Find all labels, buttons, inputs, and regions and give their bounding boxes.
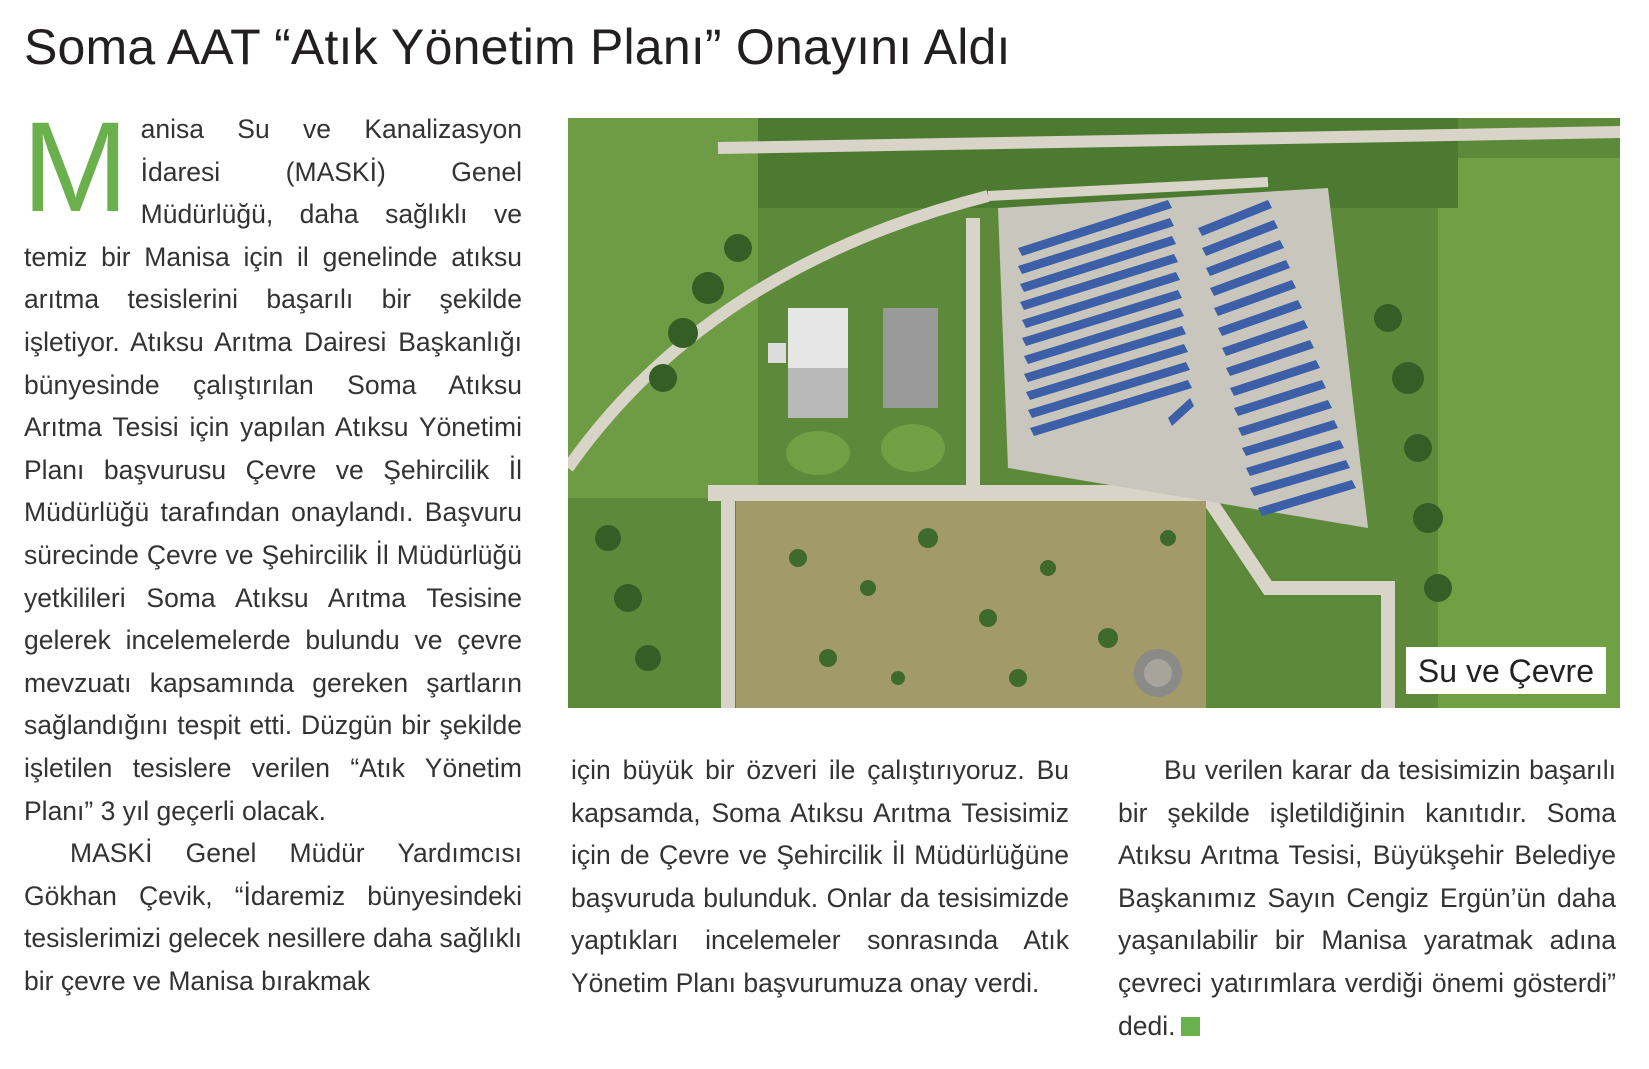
paragraph-1: [22, 96, 522, 832]
article-column-2: [571, 749, 1069, 1005]
photo-caption: Su ve Çevre: [1406, 647, 1606, 694]
article-column-3: [1118, 749, 1616, 1047]
article-column-1: [22, 96, 522, 1002]
paragraph-2: MASKİ Genel Müdür Yardımcısı Gökhan Çevik, “İdaremiz bünyesindeki tesislerimizi gelecek nesillere daha sağlıklı bir çevre ve Manisa bırakmak: [24, 838, 522, 996]
headline: Soma AAT “Atık Yönetim Planı” Onayını Aldı: [24, 19, 1011, 75]
drop-cap: M: [22, 96, 129, 239]
aerial-photo: [568, 118, 1620, 708]
aerial-photo-illustration: [568, 118, 1620, 708]
end-of-article-icon: [1181, 1017, 1200, 1036]
paragraph-3: için büyük bir özveri ile çalıştırıyoruz. Bu kapsamda, Soma Atıksu Arıtma Tesisimiz için de Çevre ve Şehircilik İl Müdürlüğüne başvuruda bulunduk. Onlar da tesisimizde yaptıkları incelemeler sonrasında Atık Yönetim Planı başvurumuza onay verdi.: [571, 755, 1069, 998]
paragraph-4: [1118, 749, 1616, 1047]
paragraph-1-text: anisa Su ve Kanalizasyon İdaresi (MASKİ) Genel Müdürlüğü, daha sağlıklı ve temiz bir Manisa için il genelinde atıksu arıtma tesislerini başarılı bir şekilde işletiyor. Atıksu Arıtma Dairesi Başkanlığı bünyesinde çalıştırılan Soma Atıksu Arıtma Tesisi için yapılan Atıksu Yönetimi Planı başvurusu Çevre ve Şehircilik İl Müdürlüğü tarafından onaylandı. Başvuru sürecinde Çevre ve Şehircilik İl Müdürlüğü yetkilileri Soma Atıksu Arıtma Tesisine gelerek incelemelerde bulundu ve çevre mevzuatı kapsamında gereken şartların sağlandığını tespit etti. Düzgün bir şekilde işletilen tesislere verilen “Atık Yönetim Planı” 3 yıl geçerli olacak.: [24, 114, 522, 826]
paragraph-4-text: Bu verilen karar da tesisimizin başarılı bir şekilde işletildiğinin kanıtıdır. Soma Atıksu Arıtma Tesisi, Büyükşehir Belediye Başkanımız Sayın Cengiz Ergün’ün daha yaşanılabilir bir Manisa yaratmak adına çevreci yatırımlara verdiği önemi gösterdi” dedi.: [1118, 755, 1616, 1041]
